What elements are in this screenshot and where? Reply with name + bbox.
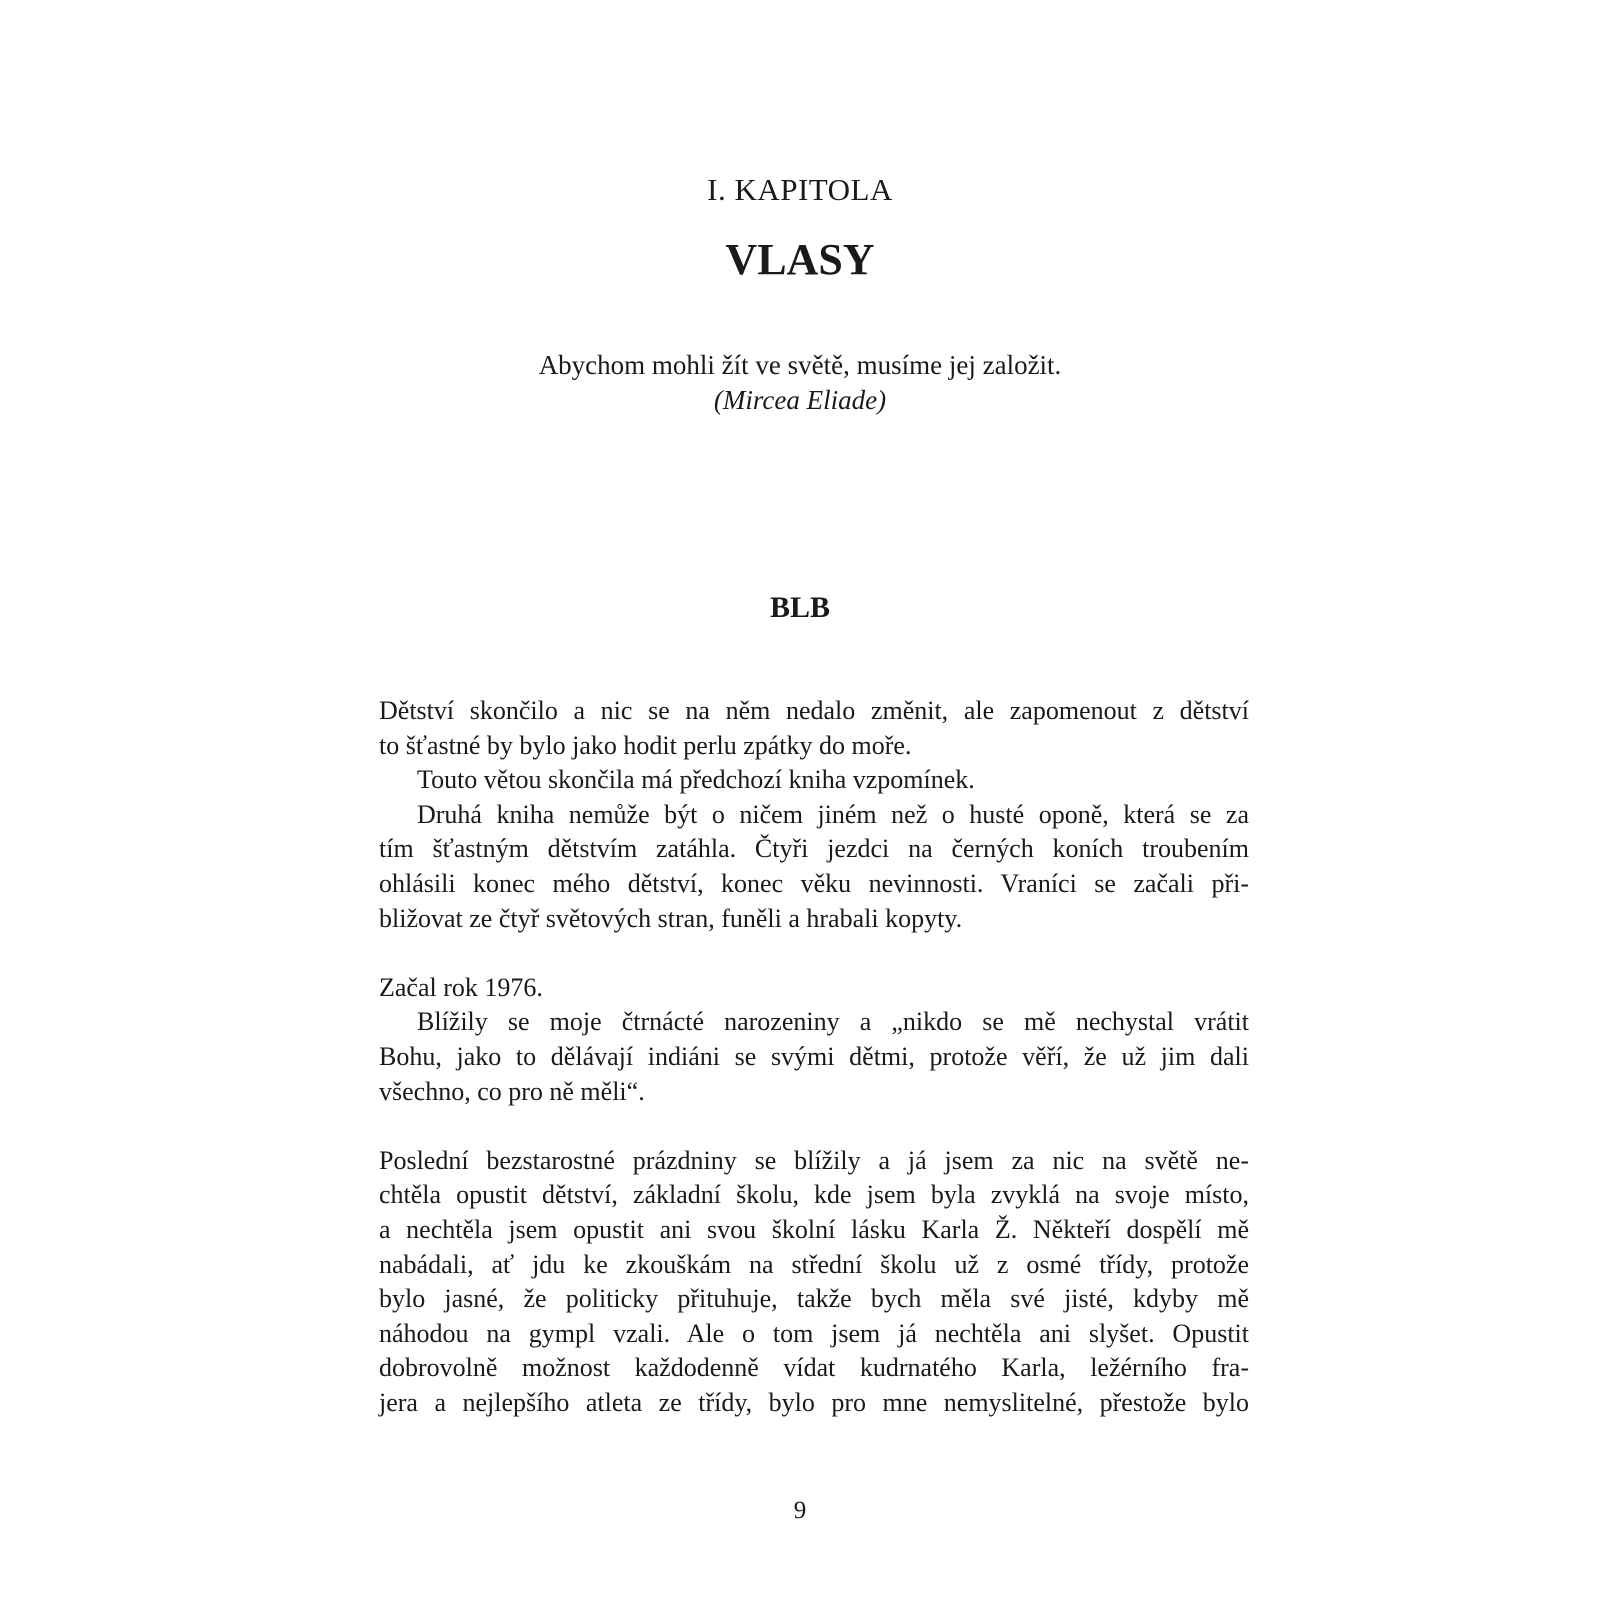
text-line: tím šťastným dětstvím zatáhla. Čtyři jezdci na černých koních troubením [379, 834, 1249, 864]
section-title: BLB [769, 591, 831, 624]
text-line: Blížily se moje čtrnácté narozeniny a „nikdo se mě nechystal vrátit [417, 1007, 1249, 1037]
text-line: všechno, co pro ně měli“. [379, 1076, 645, 1106]
text-line: bylo jasné, že politicky přituhuje, takže bych měla své jisté, kdyby mě [379, 1284, 1249, 1314]
text-line: to šťastné by bylo jako hodit perlu zpátky do moře. [379, 730, 912, 760]
epigraph [0, 348, 1600, 418]
text-line: Začal rok 1976. [379, 972, 543, 1002]
epigraph-author: (Mircea Eliade) [713, 385, 887, 415]
text-line: chtěla opustit dětství, základní školu, kde jsem byla zvyklá na svoje místo, [379, 1180, 1249, 1210]
text-line: dobrovolně možnost každodenně vídat kudrnatého Karla, ležérního fra- [379, 1353, 1249, 1383]
text-line: jera a nejlepšího atleta ze třídy, bylo pro mne nemyslitelné, přestože bylo [379, 1387, 1249, 1417]
paragraph-gap [379, 1109, 1249, 1144]
chapter-title: VLASY [725, 235, 875, 284]
page-number: 9 [793, 1497, 807, 1524]
text-line: Dětství skončilo a nic se na něm nedalo změnit, ale zapomenout z dětství [379, 696, 1249, 725]
text-line: náhodou na gympl vzali. Ale o tom jsem já nechtěla ani slyšet. Opustit [379, 1318, 1249, 1348]
text-line: Touto větou skončila má předchozí kniha vzpomínek. [417, 765, 975, 795]
chapter-number: I. KAPITOLA [707, 172, 893, 207]
paragraph-gap [379, 936, 1249, 971]
text-line: a nechtěla jsem opustit ani svou školní lásku Karla Ž. Někteří dospělí mě [379, 1214, 1249, 1244]
epigraph-quote: Abychom mohli žít ve světě, musíme jej založit. [538, 350, 1062, 380]
text-line: Druhá kniha nemůže být o ničem jiném než o husté oponě, která se za [417, 799, 1249, 829]
text-line: Poslední bezstarostné prázdniny se blížily a já jsem za nic na světě ne- [379, 1145, 1249, 1175]
text-line: Bohu, jako to dělávají indiáni se svými dětmi, protože věří, že už jim dali [379, 1041, 1249, 1071]
text-line: nabádali, ať jdu ke zkouškám na střední školu už z osmé třídy, protože [379, 1249, 1249, 1279]
text-line: ohlásili konec mého dětství, konec věku nevinnosti. Vraníci se začali při- [379, 868, 1249, 898]
text-line: bližovat ze čtyř světových stran, funěli a hrabali kopyty. [379, 903, 963, 933]
body-text [379, 694, 1249, 1420]
